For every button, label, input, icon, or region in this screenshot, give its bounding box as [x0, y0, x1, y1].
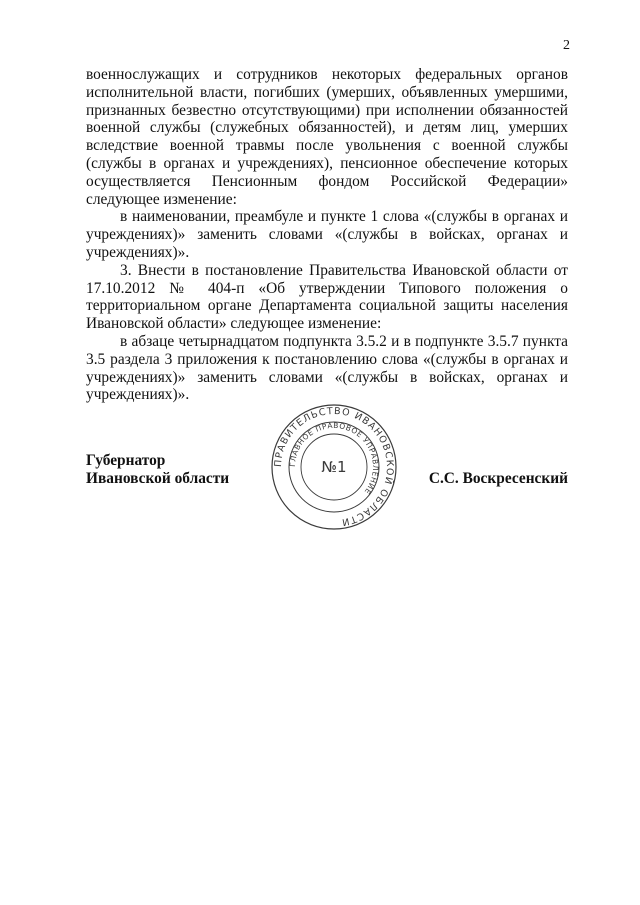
- seal-number: №1: [321, 458, 347, 476]
- paragraph-continuation: военнослужащих и сотрудников некоторых федеральных органов исполнительной власти, погибших (умерших, объявленных умершими, признанных безвестно отсутствующими) при исполнении обязанностей военной службы (служебных обязанностей), и детям лиц, умерших вследствие военной травмы после увольнения с военной службы (службы в органах и учреждениях), пенсионное обеспечение которых осуществляется Пенсионным фондом Российской Федерации» следующее изменение:: [86, 66, 568, 208]
- signer-name: С.С. Воскресенский: [428, 470, 568, 487]
- official-seal: [270, 403, 398, 531]
- paragraph-amendment-2: в абзаце четырнадцатом подпункта 3.5.2 и в подпункте 3.5.7 пункта 3.5 раздела 3 приложения к постановлению слова «(службы в органах и учреждениях)» заменить словами «(службы в войсках, органах и учреждениях)».: [86, 332, 568, 404]
- signer-title-line1: Губернатор: [86, 452, 166, 469]
- seal-outer-text: ПРАВИТЕЛЬСТВО ИВАНОВСКОЙ ОБЛАСТИ: [272, 405, 396, 528]
- paragraph-amendment: в наименовании, преамбуле и пункте 1 слова «(службы в органах и учреждениях)» заменить словами «(службы в войсках, органах и учреждениях)».: [86, 208, 568, 261]
- document-body: [86, 66, 568, 404]
- page-number: 2: [563, 38, 570, 53]
- seal-inner-text: ГЛАВНОЕ ПРАВОВОЕ УПРАВЛЕНИЕ: [287, 420, 381, 497]
- signer-title-line2: Ивановской области: [86, 470, 230, 487]
- paragraph-item-3: 3. Внести в постановление Правительства Ивановской области от 17.10.2012 № 404-п «Об утверждении Типового положения о территориальном органе Департамента социальной защиты населения Ивановской области» следующее изменение:: [86, 261, 568, 333]
- signer-title: [86, 452, 229, 488]
